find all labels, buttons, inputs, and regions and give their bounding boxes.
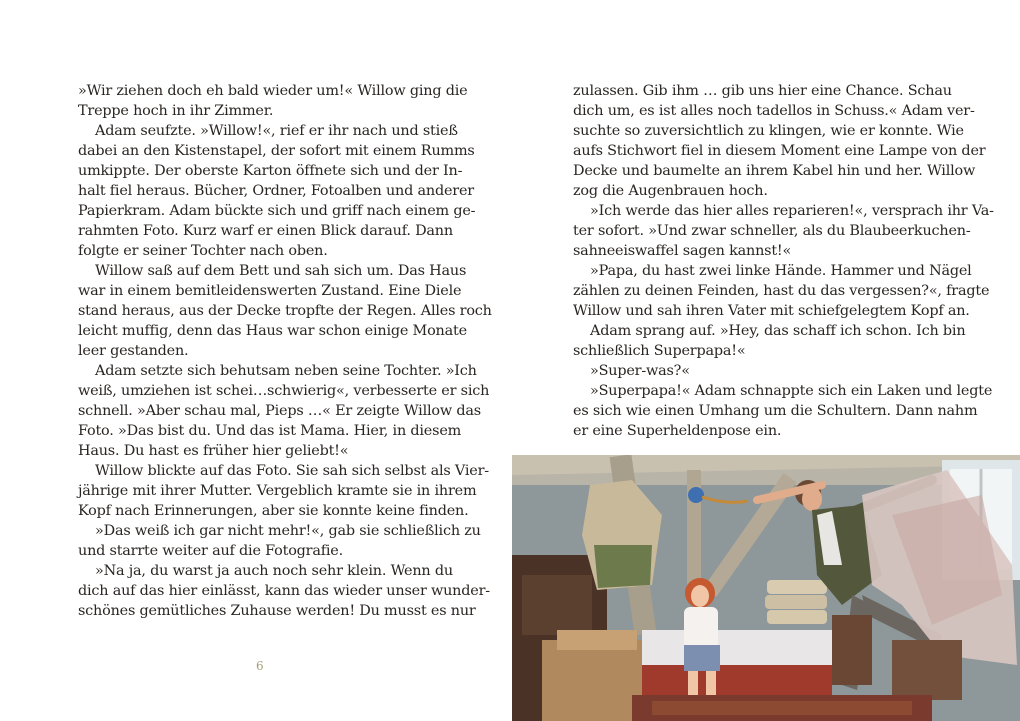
text-line: zählen zu deinen Feinden, hast du das vergessen?«, fragte	[573, 283, 990, 299]
text-line: folgte er seiner Tochter nach oben.	[78, 243, 328, 259]
text-line: weiß, umziehen ist schei…schwierig«, verbesserte er sich	[78, 383, 490, 399]
text-line: dich auf das hier einlässt, kann das wieder unser wunder-	[78, 583, 490, 599]
text-line: war in einem bemitleidenswerten Zustand. Eine Diele	[78, 283, 462, 299]
text-line: Willow und sah ihren Vater mit schiefgelegtem Kopf an.	[573, 303, 970, 319]
text-line: schließlich Superpapa!«	[573, 343, 746, 359]
text-line: »Super-was?«	[590, 363, 690, 379]
text-line: ter sofort. »Und zwar schneller, als du Blaubeerkuchen-	[573, 223, 971, 239]
text-line: Adam seufzte. »Willow!«, rief er ihr nach und stieß	[95, 123, 458, 139]
text-line: Haus. Du hast es früher hier geliebt!«	[78, 443, 349, 459]
text-line: Willow saß auf dem Bett und sah sich um. Das Haus	[95, 263, 467, 279]
text-line: aufs Stichwort fiel in diesem Moment eine Lampe von der	[573, 143, 986, 159]
text-line: Foto. »Das bist du. Und das ist Mama. Hier, in diesem	[78, 423, 462, 439]
text-line: »Ich werde das hier alles reparieren!«, versprach ihr Va-	[590, 203, 994, 219]
text-line: rahmten Foto. Kurz warf er einen Blick darauf. Dann	[78, 223, 453, 239]
text-line: »Wir ziehen doch eh bald wieder um!« Willow ging die	[78, 83, 468, 99]
right-page	[510, 0, 1020, 721]
right-text-column	[573, 81, 994, 441]
text-line: leicht muffig, denn das Haus war schon einige Monate	[78, 323, 467, 339]
text-line: dich um, es ist alles noch tadellos in Schuss.« Adam ver-	[573, 103, 975, 119]
text-line: »Das weiß ich gar nicht mehr!«, gab sie schließlich zu	[95, 523, 481, 539]
text-line: halt fiel heraus. Bücher, Ordner, Fotoalben und anderer	[78, 183, 474, 199]
text-line: und starrte weiter auf die Fotografie.	[78, 543, 343, 559]
text-line: Willow blickte auf das Foto. Sie sah sich selbst als Vier-	[95, 463, 489, 479]
text-line: Kopf nach Erinnerungen, aber sie konnte keine finden.	[78, 503, 469, 519]
text-line: »Papa, du hast zwei linke Hände. Hammer und Nägel	[590, 263, 972, 279]
text-line: schönes gemütliches Zuhause werden! Du musst es nur	[78, 603, 476, 619]
text-line: zog die Augenbrauen hoch.	[573, 183, 768, 199]
text-line: »Na ja, du warst ja auch noch sehr klein. Wenn du	[95, 563, 453, 579]
text-line: schnell. »Aber schau mal, Pieps …« Er zeigte Willow das	[78, 403, 481, 419]
text-line: dabei an den Kistenstapel, der sofort mit einem Rumms	[78, 143, 475, 159]
text-line: jährige mit ihrer Mutter. Vergeblich kramte sie in ihrem	[78, 483, 477, 499]
text-line: stand heraus, aus der Decke tropfte der Regen. Alles roch	[78, 303, 492, 319]
left-text-column	[78, 81, 492, 621]
text-line: Papierkram. Adam bückte sich und griff nach einem ge-	[78, 203, 476, 219]
text-line: Adam setzte sich behutsam neben seine Tochter. »Ich	[95, 363, 477, 379]
photo-illustration	[512, 455, 1020, 721]
text-line: suchte so zuversichtlich zu klingen, wie er konnte. Wie	[573, 123, 964, 139]
text-line: er eine Superheldenpose ein.	[573, 423, 782, 439]
text-line: Treppe hoch in ihr Zimmer.	[78, 103, 274, 119]
text-line: es sich wie einen Umhang um die Schultern. Dann nahm	[573, 403, 978, 419]
text-line: leer gestanden.	[78, 343, 189, 359]
page-number: 6	[256, 659, 264, 673]
text-line: »Superpapa!« Adam schnappte sich ein Laken und legte	[590, 383, 993, 399]
text-line: Decke und baumelte an ihrem Kabel hin und her. Willow	[573, 163, 976, 179]
text-line: sahneeiswaffel sagen kannst!«	[573, 243, 792, 259]
text-line: zulassen. Gib ihm … gib uns hier eine Chance. Schau	[573, 83, 952, 99]
text-line: Adam sprang auf. »Hey, das schaff ich schon. Ich bin	[590, 323, 966, 339]
attic-scene-photo	[512, 455, 1020, 721]
text-line: umkippte. Der oberste Karton öffnete sich und der In-	[78, 163, 463, 179]
